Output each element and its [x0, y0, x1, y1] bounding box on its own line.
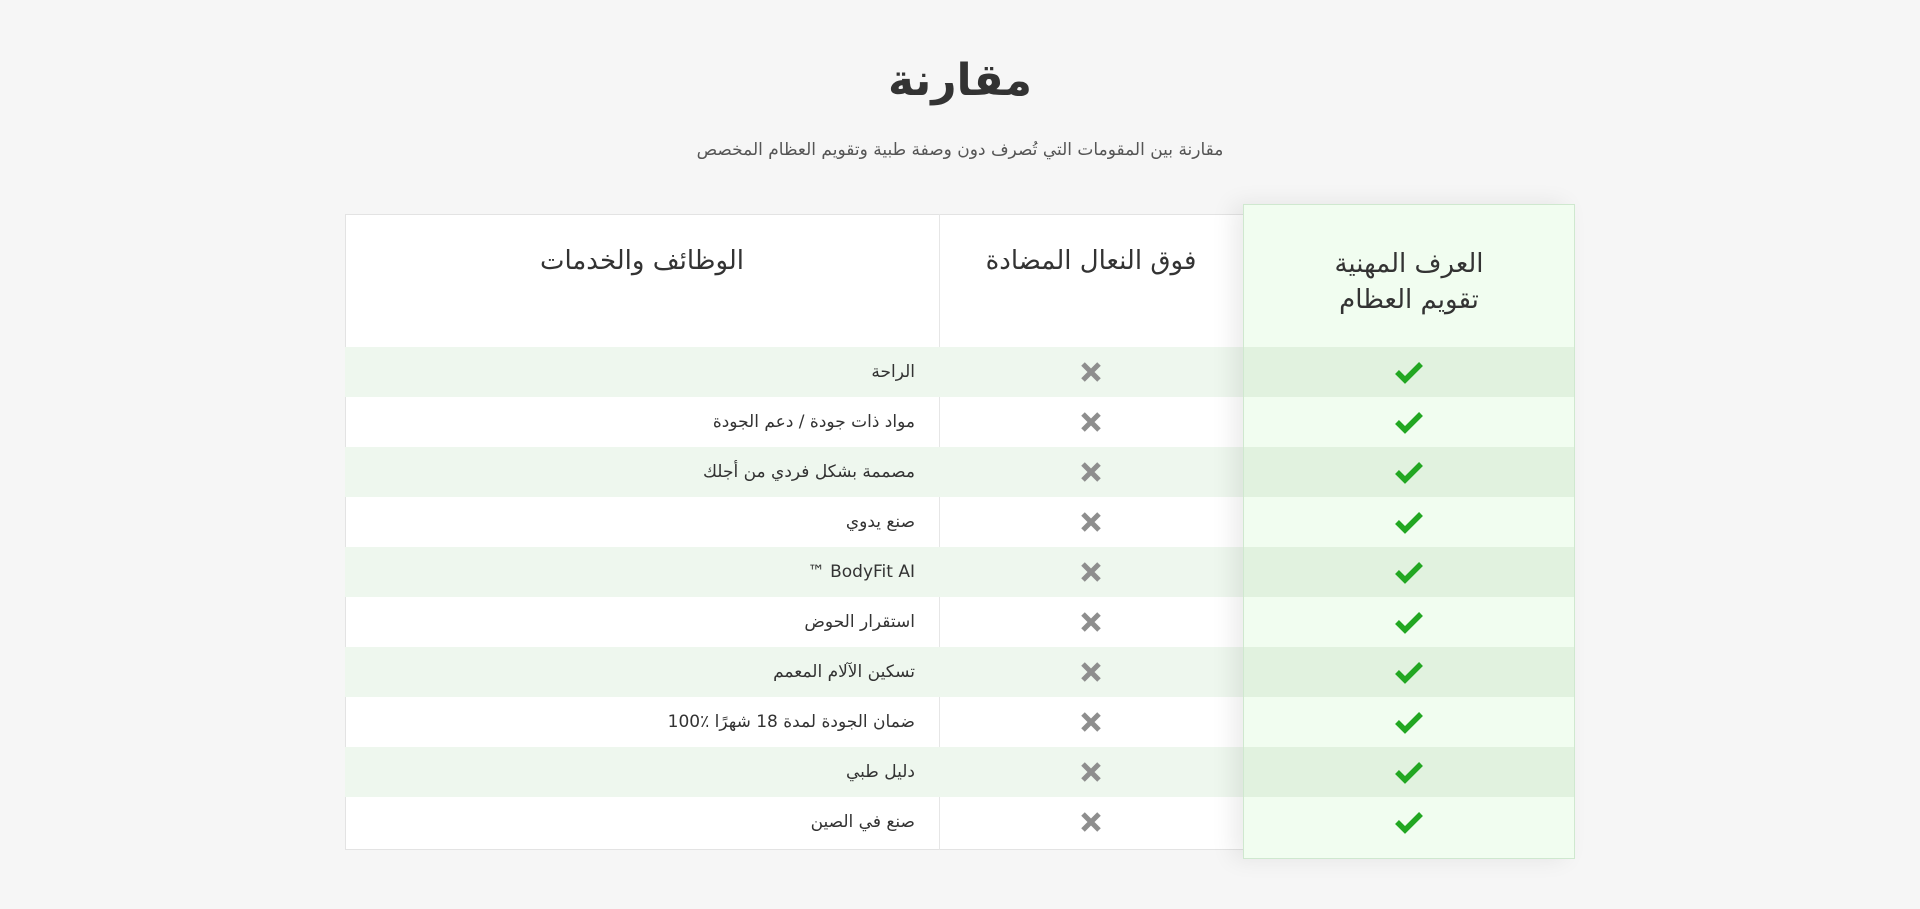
x-icon	[1079, 510, 1103, 534]
x-icon	[1079, 360, 1103, 384]
column-header-standard: فوق النعال المضادة	[985, 246, 1197, 276]
standard-cell	[939, 347, 1243, 397]
row-label-text: BodyFit AI ™	[807, 562, 915, 582]
check-icon	[1394, 660, 1424, 684]
row-label-text: استقرار الحوض	[804, 612, 915, 632]
row-label-text: تسكين الآلام المعمم	[773, 662, 915, 682]
x-icon	[1079, 460, 1103, 484]
product-cell	[1244, 447, 1574, 497]
row-label-text: صنع يدوي	[845, 512, 915, 532]
product-cell	[1244, 797, 1574, 847]
standard-cell	[939, 597, 1243, 647]
row-label	[375, 697, 915, 747]
x-icon	[1079, 760, 1103, 784]
standard-cell	[939, 797, 1243, 847]
column-header-features: الوظائف والخدمات	[539, 246, 745, 276]
row-label-text: ضمان الجودة لمدة 18 شهرًا ٪100	[667, 712, 915, 732]
row-label-text: مواد ذات جودة / دعم الجودة	[712, 412, 915, 432]
row-label	[375, 647, 915, 697]
standard-cell	[939, 397, 1243, 447]
check-icon	[1394, 610, 1424, 634]
x-icon	[1079, 560, 1103, 584]
row-label-text: صنع في الصين	[810, 812, 915, 832]
product-cell	[1244, 597, 1574, 647]
product-cell	[1244, 397, 1574, 447]
column-header-product	[1243, 204, 1575, 346]
x-icon	[1079, 660, 1103, 684]
check-icon	[1394, 460, 1424, 484]
x-icon	[1079, 410, 1103, 434]
standard-cell	[939, 647, 1243, 697]
row-label	[375, 497, 915, 547]
x-icon	[1079, 610, 1103, 634]
row-label	[375, 397, 915, 447]
check-icon	[1394, 760, 1424, 784]
product-cell	[1244, 547, 1574, 597]
check-icon	[1394, 810, 1424, 834]
product-cell	[1244, 497, 1574, 547]
check-icon	[1394, 360, 1424, 384]
product-cell	[1244, 747, 1574, 797]
row-label	[375, 597, 915, 647]
row-label	[375, 447, 915, 497]
check-icon	[1394, 510, 1424, 534]
product-cell	[1244, 697, 1574, 747]
row-label-text: مصممة بشكل فردي من أجلك	[702, 462, 915, 482]
product-cell	[1244, 647, 1574, 697]
page-title: مقارنة	[888, 55, 1032, 106]
row-label	[375, 747, 915, 797]
x-icon	[1079, 710, 1103, 734]
product-cell	[1244, 347, 1574, 397]
x-icon	[1079, 810, 1103, 834]
column-header-product-line1: العرف المهنية	[1334, 249, 1484, 279]
row-label	[375, 347, 915, 397]
page-subtitle: مقارنة بين المقومات التي تُصرف دون وصفة طبية وتقويم العظام المخصص	[696, 140, 1224, 160]
standard-cell	[939, 447, 1243, 497]
standard-cell	[939, 547, 1243, 597]
standard-cell	[939, 697, 1243, 747]
check-icon	[1394, 710, 1424, 734]
standard-cell	[939, 747, 1243, 797]
row-label-text: الراحة	[871, 362, 915, 382]
row-label	[375, 547, 915, 597]
row-label	[375, 797, 915, 847]
column-header-product-line2: تقويم العظام	[1339, 285, 1479, 315]
standard-cell	[939, 497, 1243, 547]
row-label-text: دليل طبي	[846, 762, 915, 782]
check-icon	[1394, 410, 1424, 434]
check-icon	[1394, 560, 1424, 584]
